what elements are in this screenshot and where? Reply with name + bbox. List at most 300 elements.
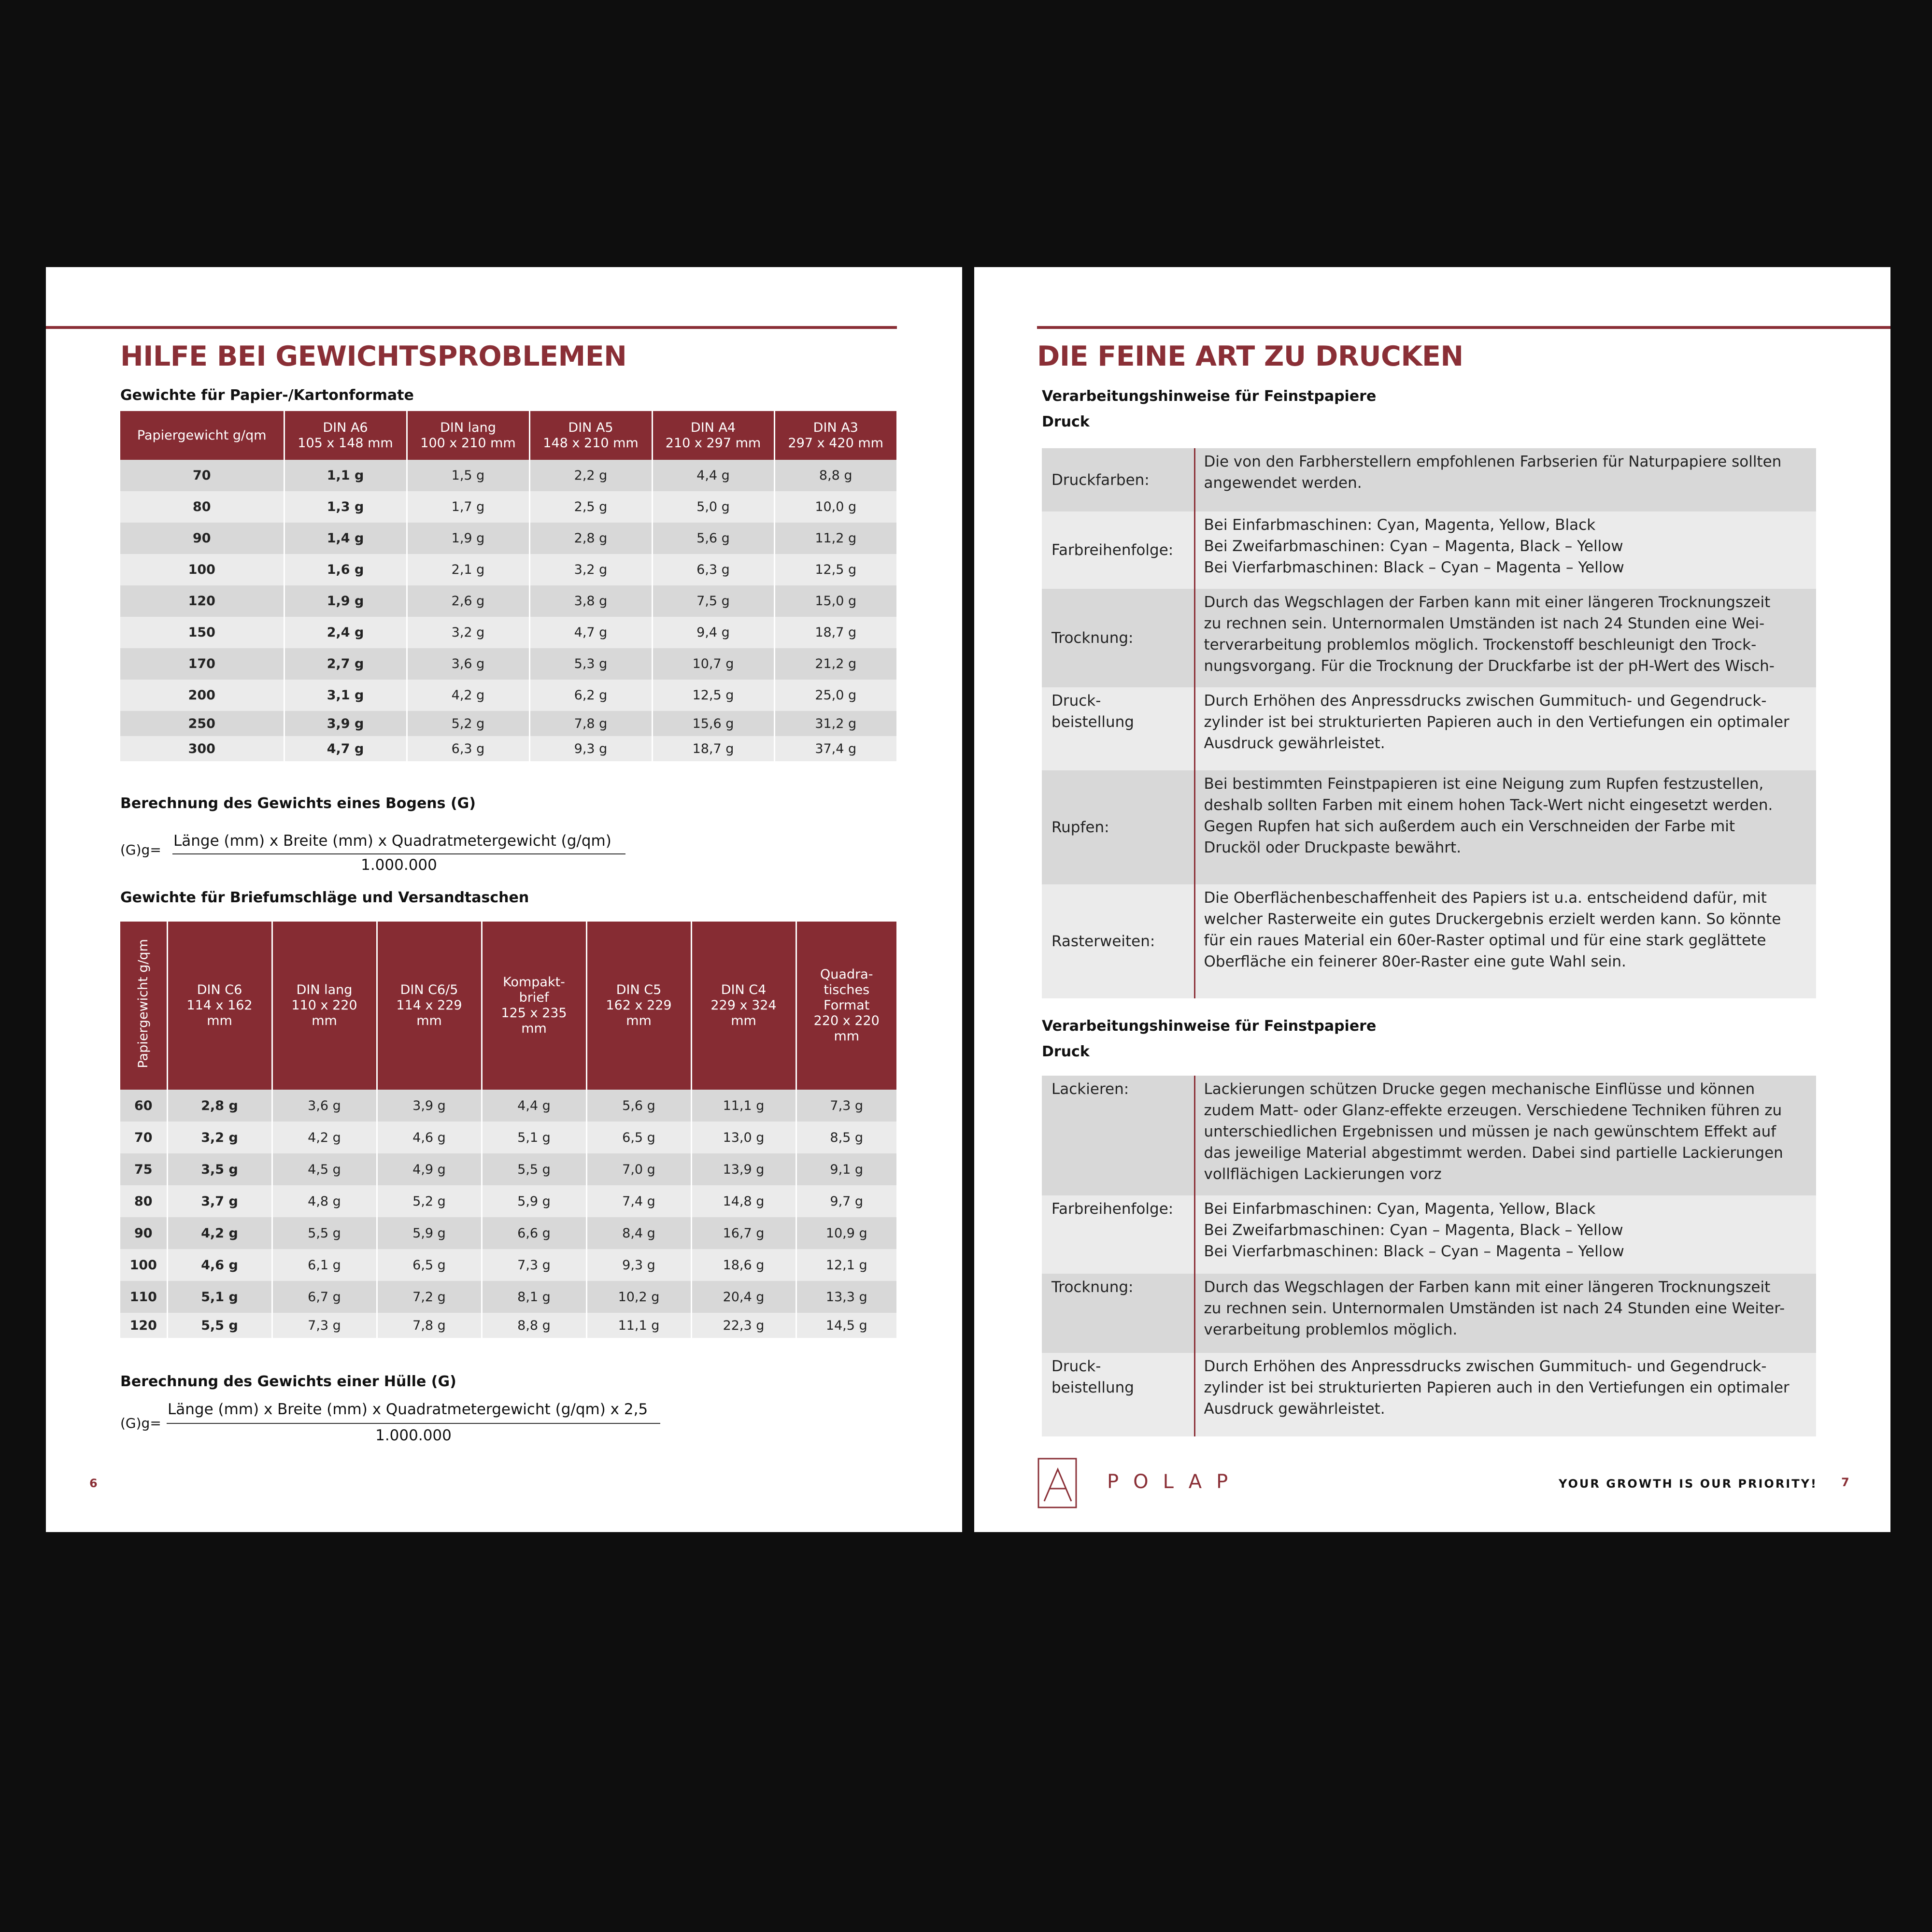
- header-line: DIN lang: [440, 420, 496, 435]
- table-cell: 3,5 g: [167, 1153, 272, 1185]
- info-text: [1194, 1274, 1816, 1353]
- header-line: 100 x 210 mm: [420, 435, 516, 451]
- table-cell: 6,5 g: [377, 1249, 482, 1281]
- table-cell: 3,6 g: [407, 648, 529, 680]
- info-text-line: Ausdruck gewährleistet.: [1204, 1400, 1385, 1418]
- table-cell: 4,9 g: [377, 1153, 482, 1185]
- info-text-line: Die Oberflächenbeschaffenheit des Papiers ist u.a. entscheidend dafür, mit: [1204, 889, 1767, 907]
- header-line: mm: [731, 1013, 756, 1028]
- table-cell: 22,3 g: [691, 1313, 796, 1338]
- table-row: [120, 1249, 896, 1281]
- table-cell: 12,5 g: [652, 680, 774, 711]
- table-cell: 5,6 g: [652, 523, 774, 554]
- envelope-weights-table: [120, 922, 896, 1338]
- table-cell: 8,8 g: [482, 1313, 586, 1338]
- info-text-line: Bei Einfarbmaschinen: Cyan, Magenta, Yellow, Black: [1204, 516, 1596, 534]
- envelope-weights-heading: Gewichte für Briefumschläge und Versandtaschen: [120, 889, 529, 906]
- table-cell: 6,2 g: [529, 680, 652, 711]
- info-label: [1042, 1195, 1194, 1274]
- header-rule: [1037, 326, 1890, 329]
- info-label-line: Rasterweiten:: [1051, 933, 1155, 950]
- header-line: DIN A5: [568, 420, 613, 435]
- table-cell: 70: [120, 460, 284, 491]
- info-label: [1042, 687, 1194, 770]
- table-cell: 7,2 g: [377, 1281, 482, 1313]
- header-line: DIN C5: [616, 982, 662, 997]
- info-row: [1042, 770, 1816, 884]
- info-label-line: Druck-: [1051, 1358, 1101, 1375]
- table-cell: 3,7 g: [167, 1185, 272, 1217]
- table-row: [120, 1090, 896, 1122]
- page-number: 7: [1841, 1476, 1849, 1489]
- table-cell: 5,6 g: [586, 1090, 691, 1122]
- table-cell: 13,9 g: [691, 1153, 796, 1185]
- table-cell: 80: [120, 491, 284, 523]
- info-label-line: Farbreihenfolge:: [1051, 1200, 1174, 1218]
- formula-numerator: Länge (mm) x Breite (mm) x Quadratmetergewicht (g/qm): [173, 832, 611, 850]
- header-line: Quadra-: [820, 967, 873, 982]
- table-cell: 11,1 g: [586, 1313, 691, 1338]
- table-cell: 8,1 g: [482, 1281, 586, 1313]
- table-cell: 11,2 g: [774, 523, 896, 554]
- info-text: [1194, 511, 1816, 589]
- table-cell: 1,1 g: [284, 460, 407, 491]
- info-row: [1042, 1274, 1816, 1353]
- table-cell: 7,3 g: [482, 1249, 586, 1281]
- col-header-format: [691, 922, 796, 1090]
- header-line: DIN C6: [197, 982, 242, 997]
- info-text-line: Bei Zweifarbmaschinen: Cyan – Magenta, Black – Yellow: [1204, 538, 1623, 555]
- col-header-format: [377, 922, 482, 1090]
- print-notes-table: [1042, 448, 1816, 998]
- header-line: 114 x 229: [396, 998, 462, 1013]
- table-cell: 4,4 g: [652, 460, 774, 491]
- info-text: [1194, 448, 1816, 511]
- table-row: [120, 460, 896, 491]
- left-page: [46, 267, 962, 1532]
- table-cell: 4,8 g: [272, 1185, 377, 1217]
- table-cell: 37,4 g: [774, 736, 896, 761]
- table-cell: 3,2 g: [167, 1122, 272, 1153]
- table-cell: 7,5 g: [652, 585, 774, 617]
- info-text-line: Durch Erhöhen des Anpressdrucks zwischen Gummituch- und Gegendruck-: [1204, 1358, 1767, 1375]
- table-cell: 9,1 g: [796, 1153, 896, 1185]
- table-cell: 4,7 g: [284, 736, 407, 761]
- table-cell: 2,8 g: [529, 523, 652, 554]
- col-header-format: [529, 411, 652, 460]
- sheet-weight-calc-heading: Berechnung des Gewichts eines Bogens (G): [120, 795, 476, 812]
- col-header-format: [167, 922, 272, 1090]
- info-label: [1042, 1353, 1194, 1436]
- table-cell: 7,8 g: [377, 1313, 482, 1338]
- table-cell: 5,5 g: [272, 1217, 377, 1249]
- table-cell: 5,9 g: [482, 1185, 586, 1217]
- fraction-line: [167, 1423, 660, 1424]
- info-text-line: zylinder ist bei strukturierten Papieren auch in den Vertiefungen ein optimaler: [1204, 713, 1790, 731]
- table-row: [120, 680, 896, 711]
- table-cell: 12,5 g: [774, 554, 896, 585]
- info-text-line: angewendet werden.: [1204, 474, 1362, 492]
- table-row: [120, 554, 896, 585]
- header-line: Papiergewicht g/qm: [137, 427, 267, 443]
- info-label-line: Trocknung:: [1051, 629, 1134, 647]
- info-text-line: vollflächigen Lackierungen vorz: [1204, 1165, 1442, 1183]
- section2-title: Verarbeitungshinweise für Feinstpapiere: [1042, 1018, 1377, 1035]
- info-text-block: [1204, 690, 1807, 754]
- info-label: [1042, 1076, 1194, 1195]
- table-row: [120, 491, 896, 523]
- header-line: 110 x 220: [291, 998, 357, 1013]
- table-cell: 18,7 g: [652, 736, 774, 761]
- info-label-line: beistellung: [1051, 713, 1134, 731]
- info-row: [1042, 884, 1816, 998]
- info-label-line: Rupfen:: [1051, 819, 1109, 836]
- info-row: [1042, 1195, 1816, 1274]
- table-cell: 200: [120, 680, 284, 711]
- table-cell: 100: [120, 1249, 167, 1281]
- header-line: DIN A6: [323, 420, 368, 435]
- col-header-format: [407, 411, 529, 460]
- table-cell: 80: [120, 1185, 167, 1217]
- table-cell: 15,0 g: [774, 585, 896, 617]
- slogan: YOUR GROWTH IS OUR PRIORITY!: [1559, 1477, 1818, 1491]
- table-cell: 5,5 g: [167, 1313, 272, 1338]
- table-cell: 31,2 g: [774, 711, 896, 736]
- header-line: mm: [834, 1029, 860, 1044]
- header-line: tisches: [824, 982, 870, 997]
- table-cell: 7,0 g: [586, 1153, 691, 1185]
- table-cell: 300: [120, 736, 284, 761]
- table-cell: 11,1 g: [691, 1090, 796, 1122]
- table-cell: 3,1 g: [284, 680, 407, 711]
- table-cell: 1,4 g: [284, 523, 407, 554]
- fraction-line: [172, 853, 625, 854]
- info-label-line: Trocknung:: [1051, 1279, 1134, 1296]
- table-cell: 7,3 g: [272, 1313, 377, 1338]
- table-row: [120, 1153, 896, 1185]
- table-cell: 90: [120, 1217, 167, 1249]
- info-text-block: [1204, 1198, 1807, 1262]
- envelope-weight-formula: [120, 1401, 748, 1444]
- info-text-line: zudem Matt- oder Glanz-effekte erzeugen. Verschiedene Techniken führen zu: [1204, 1102, 1782, 1119]
- col-header-format: [796, 922, 896, 1090]
- header-line: 229 x 324: [710, 998, 777, 1013]
- info-text-block: [1204, 592, 1807, 677]
- table-row: [120, 523, 896, 554]
- info-label-line: Druck-: [1051, 692, 1101, 710]
- envelope-weight-calc-heading: Berechnung des Gewichts einer Hülle (G): [120, 1373, 456, 1390]
- info-text-block: [1204, 1079, 1807, 1185]
- col-header-format: [774, 411, 896, 460]
- formula-lhs: (G)g=: [120, 1415, 161, 1431]
- table-cell: 6,5 g: [586, 1122, 691, 1153]
- info-label: [1042, 1274, 1194, 1353]
- table-cell: 7,8 g: [529, 711, 652, 736]
- info-text-line: Bei Vierfarbmaschinen: Black – Cyan – Magenta – Yellow: [1204, 1243, 1624, 1260]
- table-cell: 1,9 g: [284, 585, 407, 617]
- info-text-line: für ein raues Material ein 60er-Raster optimal und für eine stark geglättete: [1204, 932, 1766, 949]
- info-label-line: beistellung: [1051, 1379, 1134, 1396]
- info-row: [1042, 1353, 1816, 1436]
- table-cell: 10,2 g: [586, 1281, 691, 1313]
- table-cell: 1,3 g: [284, 491, 407, 523]
- header-line: Format: [824, 998, 870, 1013]
- table-cell: 8,5 g: [796, 1122, 896, 1153]
- info-label: [1042, 448, 1194, 511]
- table-cell: 5,9 g: [377, 1217, 482, 1249]
- table-cell: 6,3 g: [407, 736, 529, 761]
- header-line: DIN C6/5: [400, 982, 458, 997]
- info-row: [1042, 511, 1816, 589]
- info-label: [1042, 589, 1194, 687]
- info-text: [1194, 687, 1816, 770]
- table-cell: 60: [120, 1090, 167, 1122]
- table-cell: 5,1 g: [482, 1122, 586, 1153]
- page-title: HILFE BEI GEWICHTSPROBLEMEN: [120, 341, 627, 372]
- info-text-line: welcher Rasterweite ein gutes Druckergebnis erzielt werden kann. So könnte: [1204, 910, 1781, 928]
- info-label-line: Druckfarben:: [1051, 471, 1150, 489]
- table-cell: 6,6 g: [482, 1217, 586, 1249]
- info-text: [1194, 770, 1816, 884]
- table-cell: 2,7 g: [284, 648, 407, 680]
- header-line: mm: [207, 1013, 232, 1028]
- col-header-format: [284, 411, 407, 460]
- table-cell: 2,4 g: [284, 617, 407, 648]
- polap-logo-icon: [1037, 1458, 1077, 1508]
- table-cell: 120: [120, 585, 284, 617]
- table-cell: 250: [120, 711, 284, 736]
- table-cell: 7,4 g: [586, 1185, 691, 1217]
- right-page: [974, 267, 1890, 1532]
- formula-denominator: 1.000.000: [361, 856, 437, 874]
- table-cell: 14,8 g: [691, 1185, 796, 1217]
- header-line: 297 x 420 mm: [788, 435, 883, 451]
- table-cell: 3,8 g: [529, 585, 652, 617]
- table-cell: 5,2 g: [407, 711, 529, 736]
- table-cell: 3,6 g: [272, 1090, 377, 1122]
- table-cell: 7,3 g: [796, 1090, 896, 1122]
- table-cell: 120: [120, 1313, 167, 1338]
- header-rule: [46, 326, 897, 329]
- sheet-weight-formula: [120, 832, 700, 874]
- info-text-line: verarbeitung problemlos möglich.: [1204, 1321, 1458, 1338]
- col-header-format: [272, 922, 377, 1090]
- table-cell: 4,5 g: [272, 1153, 377, 1185]
- info-text-line: Durch das Wegschlagen der Farben kann mit einer längeren Trocknungszeit: [1204, 1279, 1771, 1296]
- col-header-format: [482, 922, 586, 1090]
- table-cell: 12,1 g: [796, 1249, 896, 1281]
- table-row: [120, 617, 896, 648]
- table-cell: 6,3 g: [652, 554, 774, 585]
- table-cell: 5,5 g: [482, 1153, 586, 1185]
- info-text-line: Oberfläche ein feinerer 80er-Raster eine gute Wahl sein.: [1204, 953, 1626, 970]
- header-line: 210 x 297 mm: [665, 435, 761, 451]
- info-text-line: Die von den Farbherstellern empfohlenen Farbserien für Naturpapiere sollten: [1204, 453, 1782, 470]
- table-cell: 5,1 g: [167, 1281, 272, 1313]
- table-cell: 18,7 g: [774, 617, 896, 648]
- table-cell: 8,4 g: [586, 1217, 691, 1249]
- info-text: [1194, 1353, 1816, 1436]
- header-line: 220 x 220: [813, 1013, 880, 1028]
- table-cell: 1,7 g: [407, 491, 529, 523]
- info-text-line: Bei bestimmten Feinstpapieren ist eine Neigung zum Rupfen festzustellen,: [1204, 775, 1764, 793]
- varnish-notes-table: [1042, 1076, 1816, 1436]
- info-text-block: [1204, 451, 1807, 494]
- table-cell: 3,9 g: [284, 711, 407, 736]
- formula-lhs: (G)g=: [120, 842, 161, 858]
- brand-name: POLAP: [1107, 1471, 1243, 1493]
- table-cell: 10,0 g: [774, 491, 896, 523]
- info-text-line: das jeweilige Material abgestimmt werden. Dabei sind partielle Lackierungen: [1204, 1144, 1783, 1162]
- col-header-weight: [120, 411, 284, 460]
- table-cell: 3,9 g: [377, 1090, 482, 1122]
- table-cell: 9,3 g: [529, 736, 652, 761]
- header-line: mm: [521, 1021, 547, 1036]
- table-cell: 1,6 g: [284, 554, 407, 585]
- info-text-block: [1204, 1277, 1807, 1340]
- info-text: [1194, 1076, 1816, 1195]
- table-cell: 2,2 g: [529, 460, 652, 491]
- header-line: 148 x 210 mm: [543, 435, 639, 451]
- table-cell: 6,1 g: [272, 1249, 377, 1281]
- header-line: mm: [416, 1013, 442, 1028]
- table-cell: 13,0 g: [691, 1122, 796, 1153]
- table-cell: 14,5 g: [796, 1313, 896, 1338]
- info-text-block: [1204, 887, 1807, 972]
- table-cell: 4,6 g: [167, 1249, 272, 1281]
- header-line: DIN C4: [721, 982, 767, 997]
- table-row: [120, 736, 896, 761]
- table-cell: 1,5 g: [407, 460, 529, 491]
- table-cell: 9,4 g: [652, 617, 774, 648]
- info-text-line: nungsvorgang. Für die Trocknung der Druckfarbe ist der pH-Wert des Wisch-: [1204, 657, 1775, 675]
- table-cell: 21,2 g: [774, 648, 896, 680]
- table-cell: 150: [120, 617, 284, 648]
- table-row: [120, 1313, 896, 1338]
- table-row: [120, 1122, 896, 1153]
- info-text-line: Gegen Rupfen hat sich außerdem auch ein Verschneiden der Farbe mit: [1204, 818, 1735, 835]
- table-cell: 8,8 g: [774, 460, 896, 491]
- table-cell: 13,3 g: [796, 1281, 896, 1313]
- table-row: [120, 1185, 896, 1217]
- table-cell: 3,2 g: [529, 554, 652, 585]
- col-header-format: [586, 922, 691, 1090]
- table-cell: 18,6 g: [691, 1249, 796, 1281]
- info-label-line: Lackieren:: [1051, 1080, 1129, 1098]
- info-row: [1042, 589, 1816, 687]
- header-line: DIN A3: [813, 420, 858, 435]
- formula-numerator: Länge (mm) x Breite (mm) x Quadratmetergewicht (g/qm) x 2,5: [168, 1401, 648, 1418]
- table-cell: 70: [120, 1122, 167, 1153]
- formula-denominator: 1.000.000: [375, 1427, 452, 1444]
- table-row: [120, 1217, 896, 1249]
- table-cell: 9,7 g: [796, 1185, 896, 1217]
- table-cell: 4,2 g: [167, 1217, 272, 1249]
- section2-subtitle: Druck: [1042, 1043, 1090, 1060]
- table-cell: 10,9 g: [796, 1217, 896, 1249]
- header-line: DIN lang: [296, 982, 353, 997]
- info-text-line: Drucköl oder Druckpaste bewährt.: [1204, 839, 1462, 856]
- table-cell: 170: [120, 648, 284, 680]
- table-row: [120, 1281, 896, 1313]
- info-text-line: Bei Einfarbmaschinen: Cyan, Magenta, Yellow, Black: [1204, 1200, 1596, 1218]
- page-title: DIE FEINE ART ZU DRUCKEN: [1037, 341, 1463, 372]
- table-cell: 4,7 g: [529, 617, 652, 648]
- table-cell: 16,7 g: [691, 1217, 796, 1249]
- table-cell: 9,3 g: [586, 1249, 691, 1281]
- table-cell: 3,2 g: [407, 617, 529, 648]
- table-row: [120, 711, 896, 736]
- table-cell: 100: [120, 554, 284, 585]
- page-number: 6: [89, 1477, 98, 1490]
- table-cell: 10,7 g: [652, 648, 774, 680]
- paper-weights-heading: Gewichte für Papier-/Kartonformate: [120, 387, 414, 404]
- section1-title: Verarbeitungshinweise für Feinstpapiere: [1042, 388, 1377, 405]
- info-label: [1042, 884, 1194, 998]
- table-cell: 25,0 g: [774, 680, 896, 711]
- info-text-line: Bei Vierfarbmaschinen: Black – Cyan – Magenta – Yellow: [1204, 559, 1624, 576]
- header-line: 162 x 229: [606, 998, 672, 1013]
- header-line: mm: [312, 1013, 337, 1028]
- info-text: [1194, 884, 1816, 998]
- info-label-line: Farbreihenfolge:: [1051, 541, 1174, 559]
- header-line: brief: [519, 990, 549, 1005]
- header-line: DIN A4: [690, 420, 736, 435]
- info-text-block: [1204, 1356, 1807, 1420]
- info-text-line: Ausdruck gewährleistet.: [1204, 735, 1385, 752]
- info-text-line: unterschiedlichen Ergebnissen und müssen je nach gewünschtem Effekt auf: [1204, 1123, 1776, 1140]
- info-text-line: Durch das Wegschlagen der Farben kann mit einer längeren Trocknungszeit: [1204, 594, 1771, 611]
- col-header-weight: [120, 922, 167, 1090]
- info-text-line: Lackierungen schützen Drucke gegen mechanische Einflüsse und können: [1204, 1080, 1755, 1098]
- table-cell: 110: [120, 1281, 167, 1313]
- header-line: mm: [626, 1013, 652, 1028]
- table-cell: 2,8 g: [167, 1090, 272, 1122]
- header-line: Kompakt-: [503, 975, 565, 990]
- info-row: [1042, 687, 1816, 770]
- info-text-line: zu rechnen sein. Unternormalen Umständen ist nach 24 Stunden eine Weiter-: [1204, 1300, 1785, 1317]
- table-cell: 5,2 g: [377, 1185, 482, 1217]
- table-cell: 75: [120, 1153, 167, 1185]
- table-cell: 4,4 g: [482, 1090, 586, 1122]
- info-text-line: terverarbeitung problemlos möglich. Trockenstoff beschleunigt den Trock-: [1204, 636, 1757, 653]
- table-cell: 5,3 g: [529, 648, 652, 680]
- info-text: [1194, 589, 1816, 687]
- table-cell: 5,0 g: [652, 491, 774, 523]
- info-text-block: [1204, 773, 1807, 858]
- table-cell: 1,9 g: [407, 523, 529, 554]
- info-label: [1042, 511, 1194, 589]
- info-text-line: zylinder ist bei strukturierten Papieren auch in den Vertiefungen ein optimaler: [1204, 1379, 1790, 1396]
- table-cell: 4,2 g: [407, 680, 529, 711]
- table-cell: 6,7 g: [272, 1281, 377, 1313]
- info-text-block: [1204, 514, 1807, 578]
- table-cell: 15,6 g: [652, 711, 774, 736]
- col-header-format: [652, 411, 774, 460]
- header-line: 114 x 162: [186, 998, 253, 1013]
- table-cell: 4,2 g: [272, 1122, 377, 1153]
- header-line: 105 x 148 mm: [298, 435, 393, 451]
- header-line: Papiergewicht g/qm: [135, 939, 151, 1068]
- info-text-line: zu rechnen sein. Unternormalen Umständen ist nach 24 Stunden eine Wei-: [1204, 615, 1765, 632]
- paper-weights-table: [120, 411, 896, 761]
- table-cell: 4,6 g: [377, 1122, 482, 1153]
- info-text-line: Bei Zweifarbmaschinen: Cyan – Magenta, Black – Yellow: [1204, 1222, 1623, 1239]
- info-label: [1042, 770, 1194, 884]
- info-row: [1042, 1076, 1816, 1195]
- header-line: 125 x 235: [501, 1006, 567, 1021]
- info-text: [1194, 1195, 1816, 1274]
